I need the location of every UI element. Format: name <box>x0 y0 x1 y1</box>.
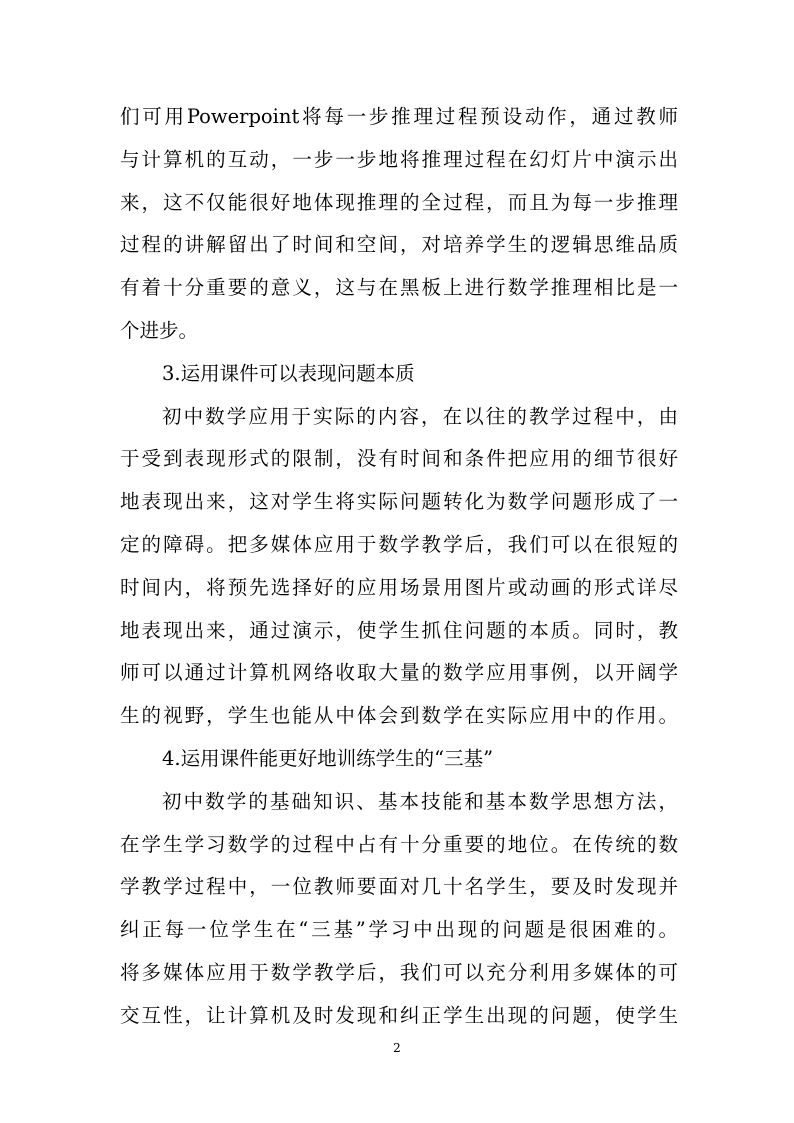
text-line: 将多媒体应用于数学教学后，我们可以充分利用多媒体的可 <box>120 960 678 984</box>
text-line: 时间内，将预先选择好的应用场景用图片或动画的形式详尽 <box>120 575 678 599</box>
text-line: 有着十分重要的意义，这与在黑板上进行数学推理相比是一 <box>120 276 678 300</box>
text-line: 来，这不仅能很好地体现推理的全过程，而且为每一步推理 <box>120 190 678 214</box>
paragraph <box>120 781 678 1038</box>
text-line: 过程的讲解留出了时间和空间，对培养学生的逻辑思维品质 <box>120 233 678 257</box>
text-line: 定的障碍。把多媒体应用于数学教学后，我们可以在很短的 <box>120 532 678 556</box>
text-line: 个进步。 <box>120 318 199 342</box>
text-line: 与计算机的互动，一步一步地将推理过程在幻灯片中演示出 <box>120 147 678 171</box>
page-number: 2 <box>393 1041 401 1055</box>
paragraph <box>120 96 678 353</box>
text-line: 们可用Powerpoint将每一步推理过程预设动作，通过教师 <box>120 105 678 128</box>
text-line: 初中数学应用于实际的内容，在以往的教学过程中，由 <box>162 404 678 428</box>
text-line: 地表现出来，通过演示，使学生抓住问题的本质。同时，教 <box>120 618 678 642</box>
text-line: 初中数学的基础知识、基本技能和基本数学思想方法， <box>162 789 678 813</box>
text-line: 地表现出来，这对学生将实际问题转化为数学问题形成了一 <box>120 490 678 514</box>
text-line: 师可以通过计算机网络收取大量的数学应用事例，以开阔学 <box>120 661 678 685</box>
section-heading: 3.运用课件可以表现问题本质 <box>162 361 415 385</box>
text-line: 交互性，让计算机及时发现和纠正学生出现的问题，使学生 <box>120 1003 678 1027</box>
text-line: 生的视野，学生也能从中体会到数学在实际应用中的作用。 <box>120 704 678 728</box>
section-heading: 4.运用课件能更好地训练学生的“三基” <box>162 746 494 770</box>
text-line: 纠正每一位学生在“三基”学习中出现的问题是很困难的。 <box>120 918 678 942</box>
paragraph <box>120 396 678 738</box>
text-line: 于受到表现形式的限制，没有时间和条件把应用的细节很好 <box>120 447 678 471</box>
text-line: 在学生学习数学的过程中占有十分重要的地位。在传统的数 <box>120 832 678 856</box>
page-body <box>120 96 678 1038</box>
text-line: 学教学过程中，一位教师要面对几十名学生，要及时发现并 <box>120 875 678 899</box>
